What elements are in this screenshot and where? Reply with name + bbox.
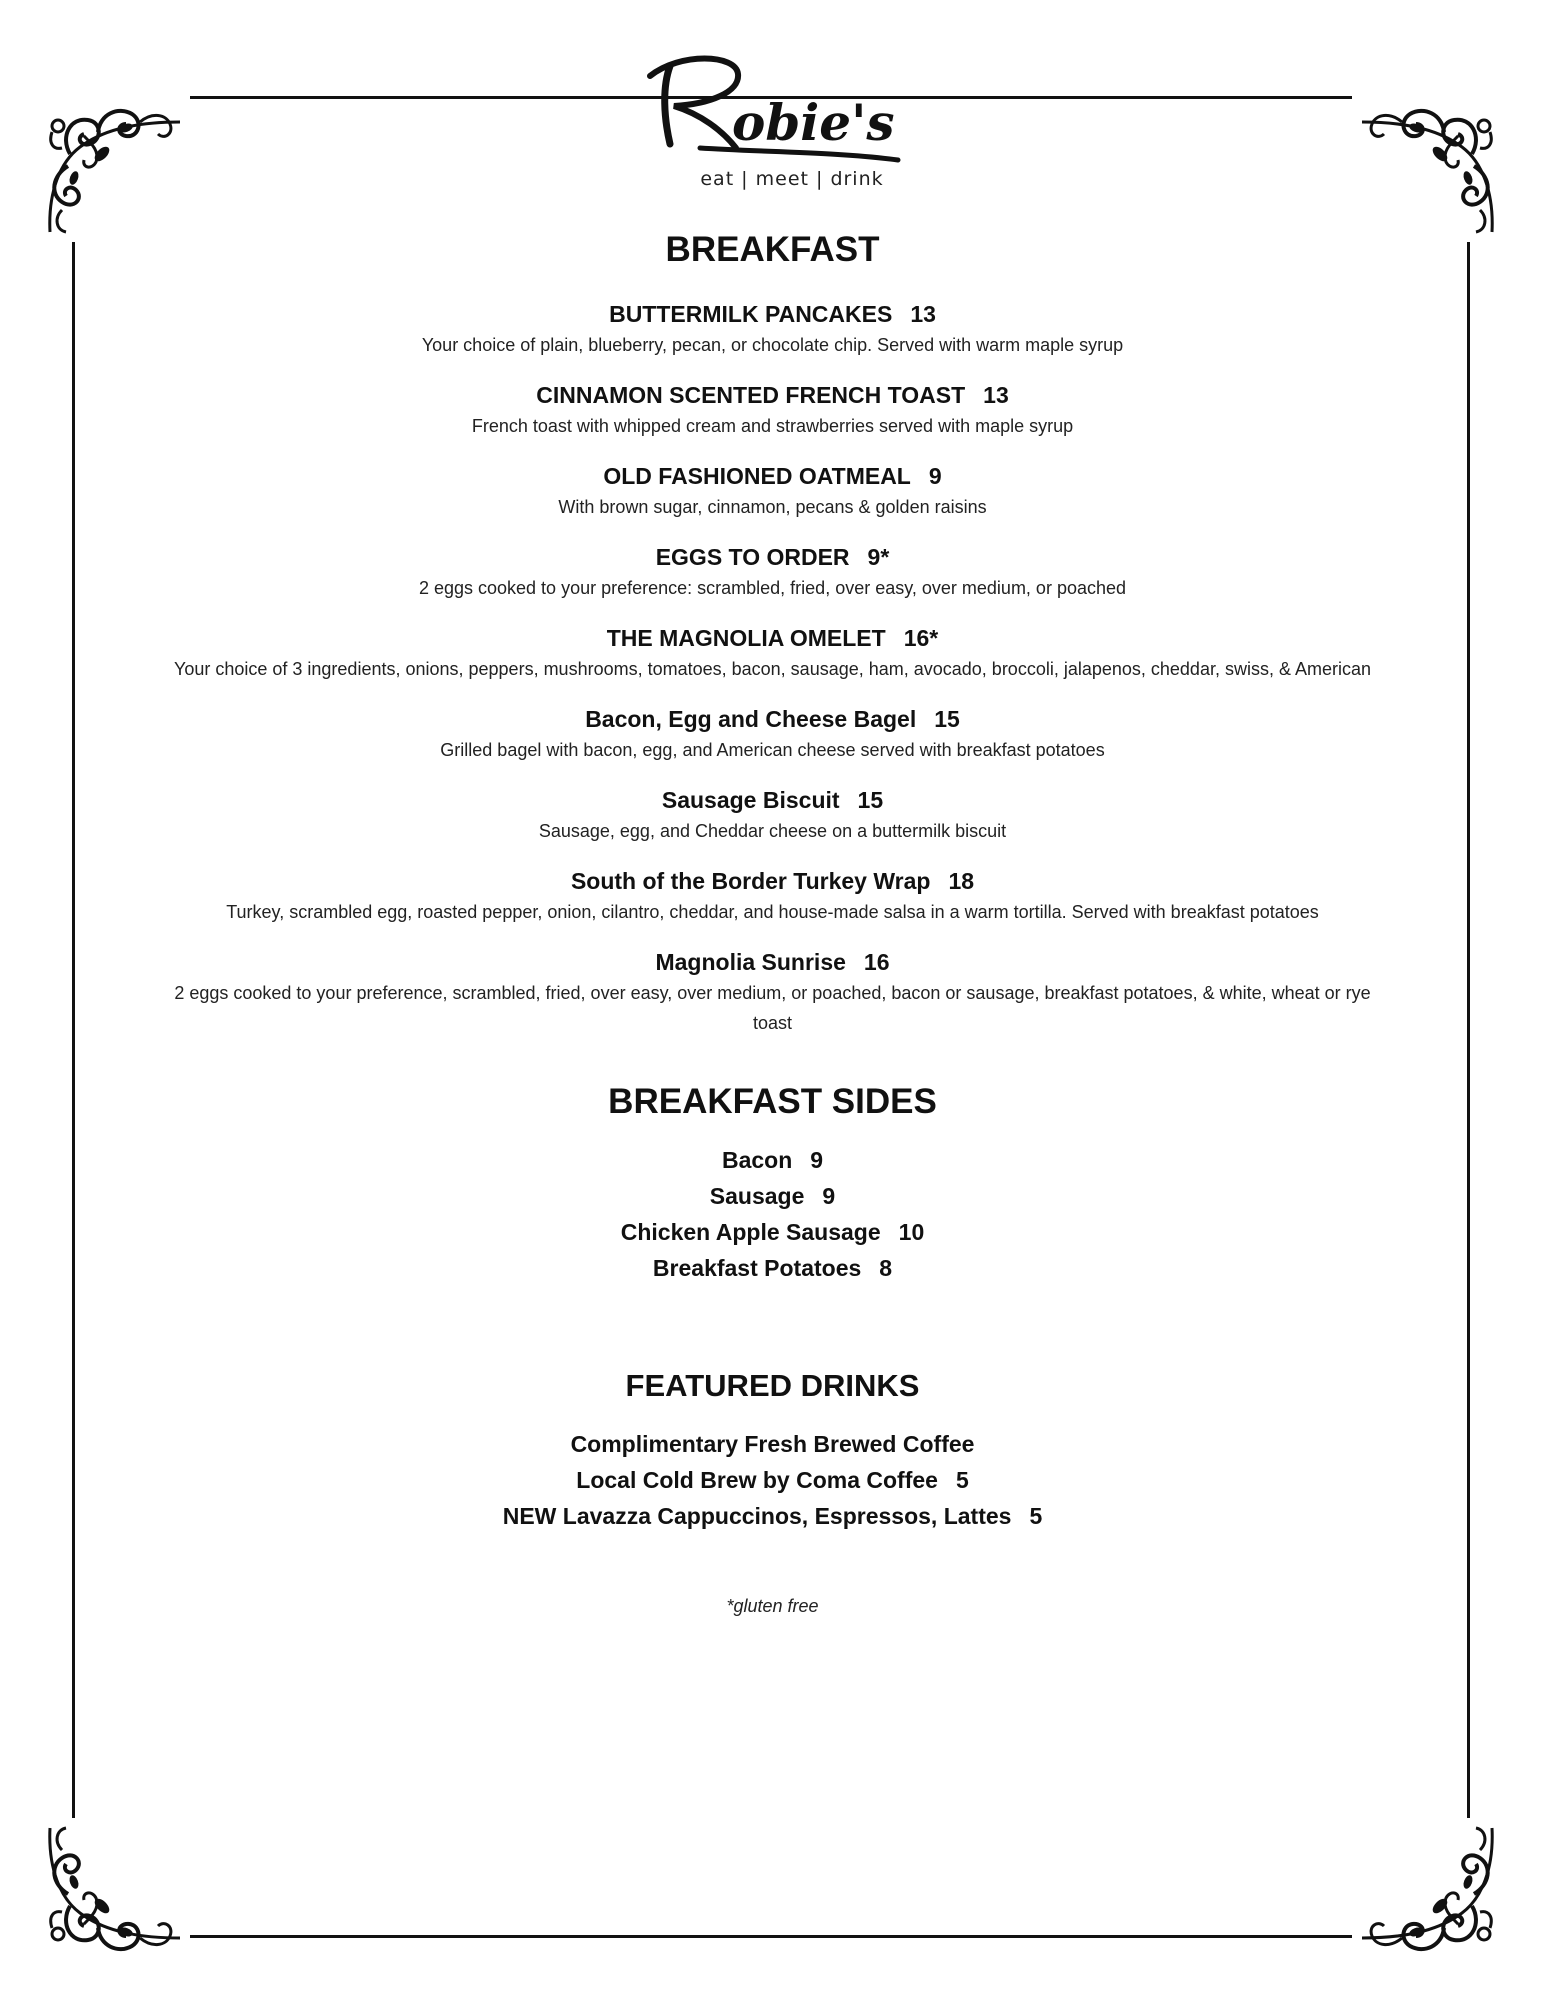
item-name: Bacon	[721, 1147, 793, 1173]
drink-item	[150, 1462, 1395, 1498]
item-price: 5	[1029, 1503, 1043, 1529]
menu-item-heading	[150, 703, 1395, 735]
menu-item-heading	[150, 946, 1395, 978]
robies-logo	[640, 48, 904, 198]
menu-item-description: Grilled bagel with bacon, egg, and American cheese served with breakfast potatoes	[440, 740, 1105, 760]
bottom-left-ornament-icon	[40, 1818, 190, 1968]
featured-drinks-title: FEATURED DRINKS	[625, 1368, 920, 1403]
item-price: 10	[898, 1219, 925, 1245]
menu-item-heading	[150, 622, 1395, 654]
menu-item-description: 2 eggs cooked to your preference, scrambled, fried, over easy, over medium, or poached, bacon or sausage, breakfast potatoes, & white, wheat or rye toast	[174, 983, 1371, 1033]
menu-item-price: 9	[928, 463, 942, 489]
top-left-ornament-icon	[40, 92, 190, 242]
breakfast-section	[150, 226, 1395, 1038]
menu-item-description: With brown sugar, cinnamon, pecans & golden raisins	[558, 497, 987, 517]
menu-item-description: Sausage, egg, and Cheddar cheese on a buttermilk biscuit	[538, 821, 1007, 841]
item-price: 5	[955, 1467, 969, 1493]
menu-item-description: Turkey, scrambled egg, roasted pepper, onion, cilantro, cheddar, and house-made salsa in a warm tortilla. Served with breakfast potatoes	[226, 902, 1319, 922]
menu-item	[150, 865, 1395, 927]
menu-item-name: CINNAMON SCENTED FRENCH TOAST	[536, 382, 966, 408]
logo-tagline: eat | meet | drink	[700, 168, 884, 190]
menu-item-heading	[150, 460, 1395, 492]
drink-item	[150, 1498, 1395, 1534]
menu-item-heading	[150, 379, 1395, 411]
item-name: Local Cold Brew by Coma Coffee	[576, 1467, 938, 1493]
side-item	[150, 1250, 1395, 1286]
menu-item	[150, 703, 1395, 765]
menu-item-price: 13	[983, 382, 1009, 408]
drink-item	[150, 1426, 1395, 1462]
menu-item-price: 15	[934, 706, 960, 732]
side-item	[150, 1142, 1395, 1178]
item-name: Chicken Apple Sausage	[620, 1219, 881, 1245]
gluten-free-footnote: *gluten free	[726, 1596, 819, 1616]
item-price: 9	[822, 1183, 836, 1209]
item-name: Sausage	[709, 1183, 805, 1209]
menu-item-price: 9*	[867, 544, 890, 570]
breakfast-title: BREAKFAST	[665, 230, 880, 269]
side-item	[150, 1214, 1395, 1250]
menu-item-price: 16	[863, 949, 890, 975]
menu-item-name: Magnolia Sunrise	[655, 949, 846, 975]
featured-drinks-section	[150, 1362, 1395, 1534]
menu-item-name: South of the Border Turkey Wrap	[570, 868, 931, 894]
featured-drinks-list	[150, 1426, 1395, 1534]
menu-item-price: 13	[910, 301, 936, 327]
menu-item-description: French toast with whipped cream and strawberries served with maple syrup	[471, 416, 1074, 436]
menu-item-heading	[150, 865, 1395, 897]
breakfast-sides-list	[150, 1142, 1395, 1286]
item-price: 9	[810, 1147, 824, 1173]
menu-item-heading	[150, 298, 1395, 330]
item-price: 8	[879, 1255, 893, 1281]
menu-item	[150, 298, 1395, 360]
breakfast-sides-title: BREAKFAST SIDES	[608, 1082, 937, 1121]
menu-item-price: 15	[857, 787, 884, 813]
menu-item	[150, 946, 1395, 1038]
item-name: Complimentary Fresh Brewed Coffee	[570, 1431, 975, 1457]
menu-item-name: EGGS TO ORDER	[655, 544, 850, 570]
menu-item-name: BUTTERMILK PANCAKES	[609, 301, 893, 327]
side-item	[150, 1178, 1395, 1214]
menu-item	[150, 541, 1395, 603]
menu-item-name: Sausage Biscuit	[661, 787, 840, 813]
menu-item-heading	[150, 784, 1395, 816]
menu-content	[150, 226, 1395, 1617]
menu-item-description: Your choice of plain, blueberry, pecan, or chocolate chip. Served with warm maple syrup	[421, 335, 1124, 355]
menu-item-name: Bacon, Egg and Cheese Bagel	[585, 706, 917, 732]
menu-item	[150, 460, 1395, 522]
menu-item-price: 18	[948, 868, 975, 894]
bottom-right-ornament-icon	[1352, 1818, 1502, 1968]
item-name: NEW Lavazza Cappuccinos, Espressos, Lattes	[502, 1503, 1012, 1529]
menu-item-heading	[150, 541, 1395, 573]
top-right-ornament-icon	[1352, 92, 1502, 242]
robies-logo-wordmark	[640, 48, 904, 164]
breakfast-items	[150, 298, 1395, 1038]
menu-item-name: OLD FASHIONED OATMEAL	[603, 463, 911, 489]
menu-item-name: THE MAGNOLIA OMELET	[606, 625, 886, 651]
menu-item-description: 2 eggs cooked to your preference: scrambled, fried, over easy, over medium, or poached	[418, 578, 1127, 598]
menu-item	[150, 379, 1395, 441]
breakfast-sides-section	[150, 1078, 1395, 1286]
logo-letters: obie's	[732, 93, 895, 152]
menu-item	[150, 622, 1395, 684]
menu-item-price: 16*	[903, 625, 939, 651]
item-name: Breakfast Potatoes	[652, 1255, 862, 1281]
menu-item-description: Your choice of 3 ingredients, onions, peppers, mushrooms, tomatoes, bacon, sausage, ham, avocado, broccoli, jalapenos, cheddar, swiss, & American	[173, 659, 1371, 679]
menu-item	[150, 784, 1395, 846]
